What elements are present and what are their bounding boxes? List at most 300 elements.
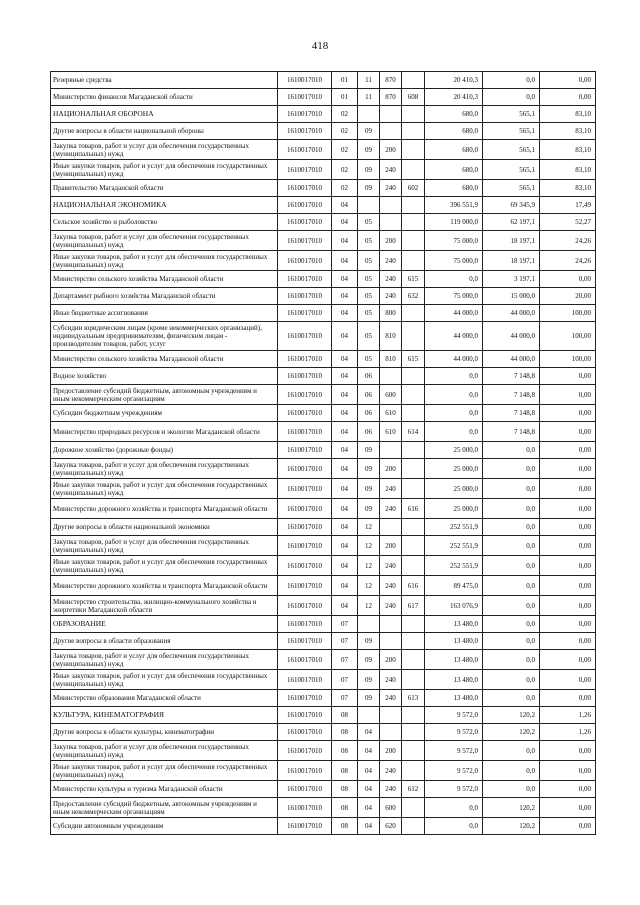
planned-amount-cell: 25 000,0	[425, 499, 483, 519]
percent-cell: 0,00	[540, 89, 596, 106]
target-code-cell: 1610017010	[278, 442, 332, 459]
percent-cell: 0,00	[540, 479, 596, 499]
percent-cell: 0,00	[540, 781, 596, 798]
percent-cell: 0,00	[540, 576, 596, 596]
section-cell: 04	[332, 422, 358, 442]
planned-amount-cell: 9 572,0	[425, 741, 483, 761]
administrator-cell	[402, 305, 425, 322]
planned-amount-cell: 252 551,9	[425, 519, 483, 536]
item-name-cell: Резервные средства	[51, 72, 278, 89]
planned-amount-cell: 20 410,3	[425, 89, 483, 106]
item-name-cell: Иные закупки товаров, работ и услуг для обеспечения государственных (муниципальных) нужд	[51, 670, 278, 690]
planned-amount-cell: 163 076,9	[425, 596, 483, 616]
expense-type-cell	[380, 519, 402, 536]
item-name-cell: Правительство Магаданской области	[51, 180, 278, 197]
administrator-cell: 632	[402, 288, 425, 305]
expense-type-cell: 240	[380, 670, 402, 690]
target-code-cell: 1610017010	[278, 197, 332, 214]
section-cell: 04	[332, 305, 358, 322]
executed-amount-cell: 0,0	[483, 670, 540, 690]
table-row	[51, 596, 596, 616]
page-number: 418	[311, 40, 329, 52]
subsection-cell: 09	[358, 633, 380, 650]
target-code-cell: 1610017010	[278, 596, 332, 616]
executed-amount-cell: 0,0	[483, 741, 540, 761]
section-cell: 04	[332, 351, 358, 368]
table-row	[51, 798, 596, 818]
table-row	[51, 479, 596, 499]
administrator-cell: 608	[402, 89, 425, 106]
executed-amount-cell: 7 148,8	[483, 405, 540, 422]
planned-amount-cell: 13 480,0	[425, 690, 483, 707]
subsection-cell: 06	[358, 368, 380, 385]
planned-amount-cell: 44 000,0	[425, 305, 483, 322]
executed-amount-cell: 0,0	[483, 459, 540, 479]
target-code-cell: 1610017010	[278, 761, 332, 781]
executed-amount-cell: 0,0	[483, 442, 540, 459]
table-row	[51, 690, 596, 707]
item-name-cell: Министерство сельского хозяйства Магаданской области	[51, 271, 278, 288]
target-code-cell: 1610017010	[278, 322, 332, 351]
planned-amount-cell: 13 480,0	[425, 670, 483, 690]
item-name-cell: Предоставление субсидий бюджетным, автономным учреждениям и иным некоммерческим организациям	[51, 385, 278, 405]
expense-type-cell: 800	[380, 305, 402, 322]
section-cell: 04	[332, 214, 358, 231]
table-row	[51, 633, 596, 650]
subsection-cell: 09	[358, 650, 380, 670]
subsection-cell: 09	[358, 690, 380, 707]
section-cell: 02	[332, 160, 358, 180]
subsection-cell: 12	[358, 556, 380, 576]
item-name-cell: ОБРАЗОВАНИЕ	[51, 616, 278, 633]
section-cell: 04	[332, 519, 358, 536]
executed-amount-cell: 7 148,8	[483, 385, 540, 405]
target-code-cell: 1610017010	[278, 405, 332, 422]
expense-type-cell	[380, 214, 402, 231]
target-code-cell: 1610017010	[278, 690, 332, 707]
table-row	[51, 140, 596, 160]
item-name-cell: Субсидии автономным учреждениям	[51, 818, 278, 835]
section-cell: 02	[332, 106, 358, 123]
planned-amount-cell: 25 000,0	[425, 459, 483, 479]
target-code-cell: 1610017010	[278, 271, 332, 288]
expense-type-cell: 200	[380, 459, 402, 479]
subsection-cell: 05	[358, 305, 380, 322]
section-cell: 02	[332, 140, 358, 160]
percent-cell: 100,00	[540, 305, 596, 322]
planned-amount-cell: 75 000,0	[425, 288, 483, 305]
administrator-cell	[402, 405, 425, 422]
target-code-cell: 1610017010	[278, 231, 332, 251]
table-row	[51, 818, 596, 835]
executed-amount-cell: 0,0	[483, 479, 540, 499]
executed-amount-cell: 7 148,8	[483, 422, 540, 442]
section-cell: 04	[332, 405, 358, 422]
expense-type-cell: 870	[380, 72, 402, 89]
percent-cell: 1,26	[540, 707, 596, 724]
budget-table-body	[51, 72, 596, 835]
executed-amount-cell: 0,0	[483, 576, 540, 596]
target-code-cell: 1610017010	[278, 798, 332, 818]
planned-amount-cell: 9 572,0	[425, 781, 483, 798]
subsection-cell	[358, 106, 380, 123]
planned-amount-cell: 9 572,0	[425, 707, 483, 724]
administrator-cell	[402, 214, 425, 231]
section-cell: 04	[332, 459, 358, 479]
target-code-cell: 1610017010	[278, 633, 332, 650]
subsection-cell: 04	[358, 818, 380, 835]
expense-type-cell: 240	[380, 596, 402, 616]
administrator-cell	[402, 72, 425, 89]
item-name-cell: Министерство образования Магаданской области	[51, 690, 278, 707]
table-row	[51, 251, 596, 271]
percent-cell: 0,00	[540, 72, 596, 89]
table-row	[51, 160, 596, 180]
administrator-cell: 616	[402, 499, 425, 519]
percent-cell: 0,00	[540, 385, 596, 405]
section-cell: 02	[332, 180, 358, 197]
administrator-cell: 614	[402, 422, 425, 442]
target-code-cell: 1610017010	[278, 519, 332, 536]
administrator-cell	[402, 633, 425, 650]
percent-cell: 0,00	[540, 741, 596, 761]
subsection-cell: 11	[358, 89, 380, 106]
table-row	[51, 271, 596, 288]
table-row	[51, 616, 596, 633]
target-code-cell: 1610017010	[278, 707, 332, 724]
expense-type-cell: 240	[380, 761, 402, 781]
section-cell: 04	[332, 596, 358, 616]
percent-cell: 0,00	[540, 761, 596, 781]
percent-cell: 83,10	[540, 180, 596, 197]
section-cell: 01	[332, 89, 358, 106]
expense-type-cell: 810	[380, 351, 402, 368]
item-name-cell: Министерство культуры и туризма Магаданской области	[51, 781, 278, 798]
item-name-cell: Другие вопросы в области образования	[51, 633, 278, 650]
table-row	[51, 214, 596, 231]
subsection-cell: 09	[358, 180, 380, 197]
administrator-cell	[402, 479, 425, 499]
expense-type-cell: 240	[380, 499, 402, 519]
item-name-cell: Министерство строительства, жилищно-коммунального хозяйства и энергетики Магаданской области	[51, 596, 278, 616]
table-row	[51, 499, 596, 519]
target-code-cell: 1610017010	[278, 305, 332, 322]
section-cell: 07	[332, 670, 358, 690]
subsection-cell: 09	[358, 670, 380, 690]
expense-type-cell: 240	[380, 690, 402, 707]
planned-amount-cell: 9 572,0	[425, 724, 483, 741]
expense-type-cell	[380, 442, 402, 459]
target-code-cell: 1610017010	[278, 123, 332, 140]
item-name-cell: Дорожное хозяйство (дорожные фонды)	[51, 442, 278, 459]
subsection-cell	[358, 197, 380, 214]
item-name-cell: Другие вопросы в области национальной экономики	[51, 519, 278, 536]
item-name-cell: Министерство сельского хозяйства Магаданской области	[51, 351, 278, 368]
executed-amount-cell: 565,1	[483, 123, 540, 140]
planned-amount-cell: 0,0	[425, 385, 483, 405]
percent-cell: 0,00	[540, 670, 596, 690]
percent-cell: 0,00	[540, 459, 596, 479]
table-row	[51, 422, 596, 442]
subsection-cell: 04	[358, 724, 380, 741]
subsection-cell: 06	[358, 405, 380, 422]
table-row	[51, 519, 596, 536]
executed-amount-cell: 0,0	[483, 556, 540, 576]
administrator-cell	[402, 197, 425, 214]
budget-table	[50, 71, 596, 835]
target-code-cell: 1610017010	[278, 368, 332, 385]
expense-type-cell: 240	[380, 556, 402, 576]
planned-amount-cell: 680,0	[425, 140, 483, 160]
subsection-cell: 12	[358, 576, 380, 596]
table-row	[51, 322, 596, 351]
executed-amount-cell: 120,2	[483, 724, 540, 741]
item-name-cell: Иные бюджетные ассигнования	[51, 305, 278, 322]
section-cell: 04	[332, 231, 358, 251]
executed-amount-cell: 120,2	[483, 707, 540, 724]
target-code-cell: 1610017010	[278, 89, 332, 106]
executed-amount-cell: 44 000,0	[483, 351, 540, 368]
subsection-cell: 05	[358, 231, 380, 251]
section-cell: 04	[332, 251, 358, 271]
executed-amount-cell: 0,0	[483, 499, 540, 519]
percent-cell: 83,10	[540, 106, 596, 123]
percent-cell: 0,00	[540, 499, 596, 519]
administrator-cell: 602	[402, 180, 425, 197]
table-row	[51, 368, 596, 385]
planned-amount-cell: 44 000,0	[425, 351, 483, 368]
subsection-cell: 06	[358, 422, 380, 442]
percent-cell: 83,10	[540, 140, 596, 160]
item-name-cell: Департамент рыбного хозяйства Магаданской области	[51, 288, 278, 305]
percent-cell: 0,00	[540, 616, 596, 633]
planned-amount-cell: 75 000,0	[425, 251, 483, 271]
item-name-cell: Иные закупки товаров, работ и услуг для обеспечения государственных (муниципальных) нужд	[51, 761, 278, 781]
expense-type-cell: 200	[380, 231, 402, 251]
target-code-cell: 1610017010	[278, 479, 332, 499]
target-code-cell: 1610017010	[278, 160, 332, 180]
table-row	[51, 724, 596, 741]
administrator-cell	[402, 140, 425, 160]
executed-amount-cell: 7 148,8	[483, 368, 540, 385]
table-row	[51, 576, 596, 596]
target-code-cell: 1610017010	[278, 385, 332, 405]
item-name-cell: Министерство дорожного хозяйства и транспорта Магаданской области	[51, 499, 278, 519]
executed-amount-cell: 0,0	[483, 89, 540, 106]
section-cell: 04	[332, 576, 358, 596]
subsection-cell: 05	[358, 322, 380, 351]
administrator-cell	[402, 616, 425, 633]
item-name-cell: Закупка товаров, работ и услуг для обеспечения государственных (муниципальных) нужд	[51, 231, 278, 251]
expense-type-cell: 240	[380, 288, 402, 305]
section-cell: 04	[332, 368, 358, 385]
expense-type-cell: 240	[380, 271, 402, 288]
administrator-cell: 615	[402, 351, 425, 368]
table-row	[51, 741, 596, 761]
section-cell: 07	[332, 650, 358, 670]
target-code-cell: 1610017010	[278, 536, 332, 556]
table-row	[51, 385, 596, 405]
expense-type-cell	[380, 123, 402, 140]
percent-cell: 100,00	[540, 322, 596, 351]
administrator-cell	[402, 459, 425, 479]
executed-amount-cell: 120,2	[483, 818, 540, 835]
section-cell: 04	[332, 499, 358, 519]
section-cell: 04	[332, 322, 358, 351]
executed-amount-cell: 0,0	[483, 761, 540, 781]
expense-type-cell: 240	[380, 479, 402, 499]
percent-cell: 20,00	[540, 288, 596, 305]
target-code-cell: 1610017010	[278, 499, 332, 519]
subsection-cell: 04	[358, 781, 380, 798]
item-name-cell: Иные закупки товаров, работ и услуг для обеспечения государственных (муниципальных) нужд	[51, 556, 278, 576]
percent-cell: 0,00	[540, 690, 596, 707]
item-name-cell: Иные закупки товаров, работ и услуг для обеспечения государственных (муниципальных) нужд	[51, 251, 278, 271]
item-name-cell: Закупка товаров, работ и услуг для обеспечения государственных (муниципальных) нужд	[51, 140, 278, 160]
subsection-cell: 09	[358, 499, 380, 519]
executed-amount-cell: 15 000,0	[483, 288, 540, 305]
percent-cell: 83,10	[540, 160, 596, 180]
planned-amount-cell: 75 000,0	[425, 231, 483, 251]
subsection-cell: 09	[358, 479, 380, 499]
expense-type-cell	[380, 368, 402, 385]
subsection-cell: 05	[358, 251, 380, 271]
subsection-cell: 05	[358, 214, 380, 231]
subsection-cell: 09	[358, 140, 380, 160]
item-name-cell: Другие вопросы в области национальной обороны	[51, 123, 278, 140]
percent-cell: 0,00	[540, 556, 596, 576]
administrator-cell	[402, 650, 425, 670]
subsection-cell: 04	[358, 761, 380, 781]
expense-type-cell	[380, 106, 402, 123]
subsection-cell	[358, 616, 380, 633]
expense-type-cell	[380, 707, 402, 724]
percent-cell: 0,00	[540, 633, 596, 650]
executed-amount-cell: 120,2	[483, 798, 540, 818]
expense-type-cell: 870	[380, 89, 402, 106]
target-code-cell: 1610017010	[278, 351, 332, 368]
subsection-cell: 09	[358, 459, 380, 479]
administrator-cell: 616	[402, 576, 425, 596]
administrator-cell: 613	[402, 690, 425, 707]
executed-amount-cell: 0,0	[483, 781, 540, 798]
executed-amount-cell: 565,1	[483, 160, 540, 180]
target-code-cell: 1610017010	[278, 180, 332, 197]
planned-amount-cell: 13 480,0	[425, 616, 483, 633]
administrator-cell: 612	[402, 781, 425, 798]
administrator-cell	[402, 368, 425, 385]
target-code-cell: 1610017010	[278, 288, 332, 305]
item-name-cell: Субсидии юридическим лицам (кроме некоммерческих организаций), индивидуальным предпринимателям, физическим лицам - производителям товаров, работ, услуг	[51, 322, 278, 351]
item-name-cell: Другие вопросы в области культуры, кинематографии	[51, 724, 278, 741]
administrator-cell	[402, 724, 425, 741]
table-row	[51, 106, 596, 123]
section-cell: 02	[332, 123, 358, 140]
percent-cell: 24,26	[540, 231, 596, 251]
item-name-cell: КУЛЬТУРА, КИНЕМАТОГРАФИЯ	[51, 707, 278, 724]
executed-amount-cell: 0,0	[483, 519, 540, 536]
section-cell: 04	[332, 271, 358, 288]
table-row	[51, 180, 596, 197]
expense-type-cell: 240	[380, 160, 402, 180]
percent-cell: 0,00	[540, 519, 596, 536]
planned-amount-cell: 680,0	[425, 106, 483, 123]
item-name-cell: Закупка товаров, работ и услуг для обеспечения государственных (муниципальных) нужд	[51, 536, 278, 556]
item-name-cell: Сельское хозяйство и рыболовство	[51, 214, 278, 231]
target-code-cell: 1610017010	[278, 670, 332, 690]
executed-amount-cell: 44 000,0	[483, 305, 540, 322]
expense-type-cell	[380, 197, 402, 214]
section-cell: 04	[332, 288, 358, 305]
executed-amount-cell: 0,0	[483, 633, 540, 650]
administrator-cell: 617	[402, 596, 425, 616]
subsection-cell: 04	[358, 798, 380, 818]
administrator-cell	[402, 670, 425, 690]
administrator-cell	[402, 442, 425, 459]
table-row	[51, 761, 596, 781]
expense-type-cell: 200	[380, 741, 402, 761]
section-cell: 04	[332, 197, 358, 214]
item-name-cell: НАЦИОНАЛЬНАЯ ОБОРОНА	[51, 106, 278, 123]
administrator-cell	[402, 385, 425, 405]
planned-amount-cell: 680,0	[425, 160, 483, 180]
item-name-cell: Субсидии бюджетным учреждениям	[51, 405, 278, 422]
expense-type-cell: 200	[380, 140, 402, 160]
percent-cell: 0,00	[540, 442, 596, 459]
table-row	[51, 351, 596, 368]
administrator-cell	[402, 519, 425, 536]
planned-amount-cell: 13 480,0	[425, 650, 483, 670]
item-name-cell: НАЦИОНАЛЬНАЯ ЭКОНОМИКА	[51, 197, 278, 214]
expense-type-cell: 240	[380, 576, 402, 596]
target-code-cell: 1610017010	[278, 781, 332, 798]
planned-amount-cell: 89 475,0	[425, 576, 483, 596]
percent-cell: 0,00	[540, 271, 596, 288]
subsection-cell: 12	[358, 536, 380, 556]
administrator-cell	[402, 160, 425, 180]
planned-amount-cell: 13 480,0	[425, 633, 483, 650]
subsection-cell	[358, 707, 380, 724]
administrator-cell	[402, 536, 425, 556]
table-row	[51, 89, 596, 106]
target-code-cell: 1610017010	[278, 576, 332, 596]
administrator-cell	[402, 741, 425, 761]
table-row	[51, 123, 596, 140]
planned-amount-cell: 0,0	[425, 271, 483, 288]
administrator-cell	[402, 707, 425, 724]
executed-amount-cell: 0,0	[483, 596, 540, 616]
target-code-cell: 1610017010	[278, 140, 332, 160]
subsection-cell: 09	[358, 442, 380, 459]
expense-type-cell: 240	[380, 781, 402, 798]
planned-amount-cell: 396 551,9	[425, 197, 483, 214]
executed-amount-cell: 18 197,1	[483, 231, 540, 251]
table-row	[51, 670, 596, 690]
table-row	[51, 536, 596, 556]
expense-type-cell: 200	[380, 650, 402, 670]
section-cell: 07	[332, 633, 358, 650]
expense-type-cell: 240	[380, 251, 402, 271]
section-cell: 04	[332, 442, 358, 459]
administrator-cell	[402, 798, 425, 818]
planned-amount-cell: 0,0	[425, 818, 483, 835]
section-cell: 08	[332, 761, 358, 781]
section-cell: 04	[332, 536, 358, 556]
administrator-cell	[402, 231, 425, 251]
executed-amount-cell: 0,0	[483, 536, 540, 556]
executed-amount-cell: 62 197,1	[483, 214, 540, 231]
table-row	[51, 707, 596, 724]
